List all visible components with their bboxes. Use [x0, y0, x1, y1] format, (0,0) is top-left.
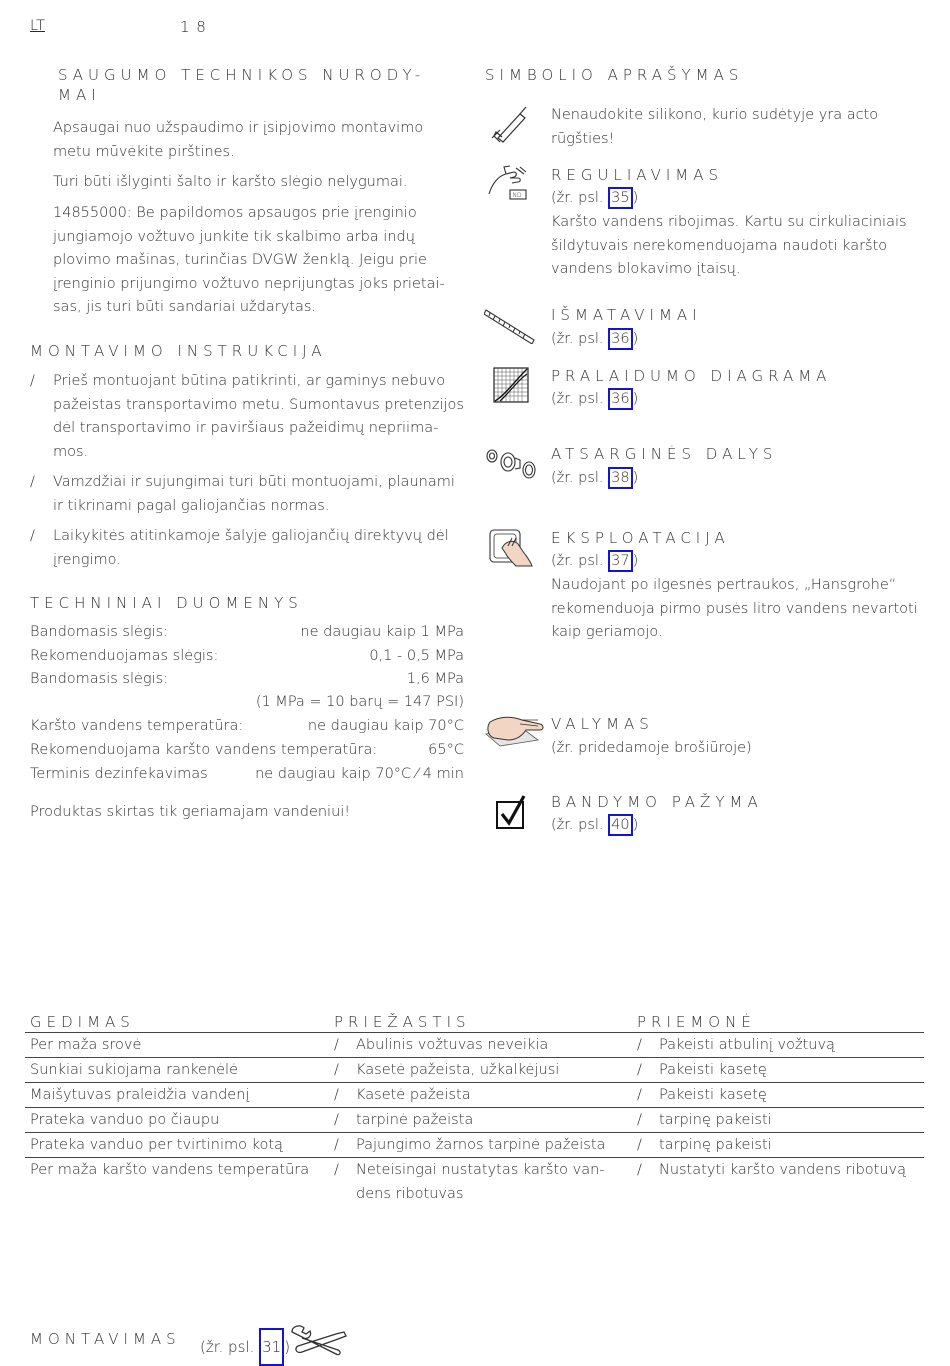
silicone-warning: Nenaudokite silikono, kurio sudėtyje yra acto rūgšties!: [551, 107, 879, 147]
tech-row: Rekomenduojamas slėgis: 0,1 - 0,5 MPa: [30, 648, 464, 664]
page-link[interactable]: 40: [608, 814, 632, 836]
symbols-title: SIMBOLIO APRAŠYMAS: [485, 66, 744, 84]
regulation-hand-icon: [486, 164, 532, 204]
page-link[interactable]: 36: [608, 328, 632, 350]
checkbox-icon: [494, 794, 530, 832]
cleaning-text: (žr. pridedamoje brošiūroje): [551, 740, 752, 756]
tech-row: Rekomenduojama karšto vandens temperatūra: 65°C: [30, 742, 464, 758]
dimensions-title: IŠMATAVIMAI: [551, 306, 702, 324]
table-row: Prateka vanduo po čiaupu / tarpinė pažeista / tarpinę pakeisti: [25, 1107, 924, 1108]
safety-paragraph-2: Turi būti išlyginti šalto ir karšto slėgio nelygumai.: [53, 174, 408, 190]
drinking-water-note: Produktas skirtas tik geriamajam vandeniui!: [30, 804, 351, 820]
regulation-title: REGULIAVIMAS: [551, 166, 723, 184]
table-row: Maišytuvas praleidžia vandenį / Kasetė pažeista / Pakeisti kasetę: [25, 1082, 924, 1083]
flow-diagram-page-ref: (žr. psl. 36 ): [551, 388, 638, 412]
tech-row: Bandomasis slėgis: ne daugiau kaip 1 MPa: [30, 624, 464, 640]
table-row: Sunkiai sukiojama rankenėlė / Kasetė pažeista, užkalkėjusi / Pakeisti kasetę: [25, 1057, 924, 1058]
cleaning-title: VALYMAS: [551, 715, 654, 733]
mount-instruction-item: / Prieš montuojant būtina patikrinti, ar gaminys nebuvo pažeistas transportavimo metu. Sumontavus pretenzijos dėl transportavimo ir paviršiaus pažeidimų nepriima- mos.: [30, 373, 464, 460]
safety-paragraph-3: 14855000: Be papildomos apsaugos prie įrenginio jungiamojo vožtuvo junkite tik skalbimo arba indų plovimo mašinas, turinčias DVGW ženklą. Jeigu prie įrenginio prijungimo vožtuvo neprijungtas joks prietai- sas, jis turi būti sandariai uždarytas.: [53, 205, 445, 315]
spare-parts-icon: [484, 444, 542, 482]
page-link[interactable]: 35: [608, 187, 632, 209]
cause-column-header: PRIEŽASTIS: [334, 1013, 471, 1031]
page-number: 1 8: [180, 18, 207, 36]
test-certificate-page-ref: (žr. psl. 40 ): [551, 814, 638, 838]
mount-instruction-item: / Laikykitės atitinkamoje šalyje galiojančių direktyvų dėl įrengimo.: [30, 528, 449, 568]
operation-text: Naudojant po ilgesnės pertraukos, „Hansgrohe“ rekomenduoja pirmo pusės litro vandens nevartoti kaip geriamojo.: [551, 577, 918, 640]
page-link[interactable]: 31: [259, 1328, 284, 1366]
safety-paragraph-1: Apsaugai nuo užspaudimo ir įsipjovimo montavimo metu mūvėkite pirštines.: [53, 120, 424, 160]
regulation-page-ref: (žr. psl. 35 ): [551, 187, 638, 211]
mount-instructions-title: MONTAVIMO INSTRUKCIJA: [30, 342, 327, 360]
flow-diagram-icon: [492, 366, 530, 404]
spare-parts-title: ATSARGINĖS DALYS: [551, 445, 778, 463]
tech-row: Terminis dezinfekavimas ne daugiau kaip 70°C ⁄ 4 min: [30, 766, 464, 782]
page-link[interactable]: 38: [608, 467, 632, 489]
page-link[interactable]: 36: [608, 388, 632, 410]
operation-title: EKSPLOATACIJA: [551, 529, 730, 547]
ruler-icon: [484, 306, 540, 344]
tech-data-title: TECHNINIAI DUOMENYS: [30, 594, 303, 612]
mounting-footer-title: MONTAVIMAS: [30, 1330, 181, 1348]
fault-column-header: GEDIMAS: [30, 1013, 135, 1031]
tech-row: Bandomasis slėgis: 1,6 MPa: [30, 671, 464, 687]
regulation-text: Karšto vandens ribojimas. Kartu su cirkuliaciniais šildytuvais nerekomenduojama naudoti karšto vandens blokavimo įtaisų.: [551, 214, 907, 277]
cleaning-hand-icon: [482, 712, 546, 752]
wrench-tool-icon: [288, 1322, 348, 1360]
table-row: Prateka vanduo per tvirtinimo kotą / Pajungimo žarnos tarpinė pažeista / tarpinę pakeisti: [25, 1132, 924, 1133]
remedy-column-header: PRIEMONĖ: [637, 1013, 756, 1031]
svg-text:ND: ND: [512, 192, 522, 199]
test-certificate-title: BANDYMO PAŽYMA: [551, 793, 763, 811]
dimensions-page-ref: (žr. psl. 36 ): [551, 328, 638, 352]
safety-title: SAUGUMO TECHNIKOS NURODY- MAI: [58, 66, 426, 104]
operation-page-ref: (žr. psl. 37 ): [551, 550, 638, 574]
mounting-page-ref: (žr. psl. 31 ): [200, 1328, 290, 1366]
page-link[interactable]: 37: [608, 550, 632, 572]
language-code: LT: [30, 18, 45, 34]
spare-parts-page-ref: (žr. psl. 38 ): [551, 467, 638, 491]
table-row: Per maža karšto vandens temperatūra / Neteisingai nustatytas karšto van- dens ribotuvas / Nustatyti karšto vandens ribotuvą: [25, 1157, 924, 1208]
flow-diagram-title: PRALAIDUMO DIAGRAMA: [551, 367, 832, 385]
operation-hand-icon: [486, 526, 536, 568]
silicone-gun-icon: [490, 104, 532, 144]
table-row: Per maža srovė / Abulinis vožtuvas neveikia / Pakeisti atbulinį vožtuvą: [25, 1032, 924, 1033]
tech-row: Karšto vandens temperatūra: ne daugiau kaip 70°C: [30, 718, 464, 734]
mount-instruction-item: / Vamzdžiai ir sujungimai turi būti montuojami, plaunami ir tikrinami pagal galiojančias normas.: [30, 474, 455, 514]
